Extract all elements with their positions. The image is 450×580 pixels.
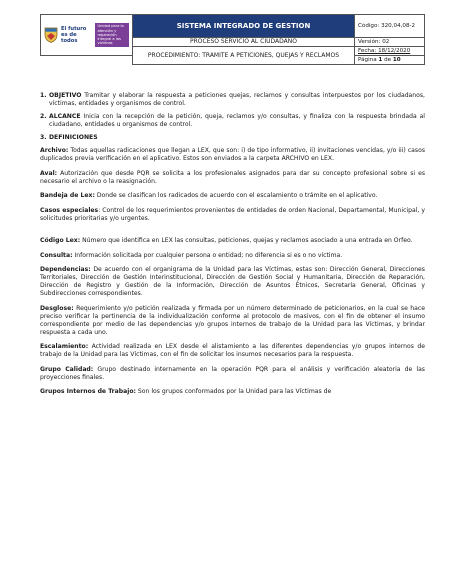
coat-of-arms-icon <box>44 27 58 43</box>
definition-term: Grupos Internos de Trabajo: <box>40 388 136 395</box>
document-code: Código: 320,04,08-2 <box>355 15 425 38</box>
section-body: Inicia con la recepción de la petición, queja, reclamos y/o consultas, y finaliza con la respuesta brindada al ciudadano, entidades u organismos de control. <box>49 113 425 128</box>
definition-text: Información solicitada por cualquier persona o entidad; no diferencia si es o no víctima. <box>72 251 343 259</box>
definition-bandeja-de-lex <box>40 192 425 200</box>
definition-consulta <box>40 252 425 260</box>
section-title: DEFINICIONES <box>49 134 98 141</box>
section-definiciones <box>40 134 425 142</box>
definition-text: De acuerdo con el organigrama de la Unidad para las Víctimas, estas son: Dirección General, Direcciones Territoriales, Dirección de Gestión Interinstitucional, Dirección de Gestión Social y Humanitaria, Dirección de Reparación, Dirección de Registro y Gestión de la Información, Dirección de Asuntos Étnicos, Secretaría General, Oficinas y Subdirecciones correspondientes. <box>40 266 425 297</box>
logo-line-1: El futuro <box>61 25 87 32</box>
page-of: de <box>382 57 393 63</box>
definition-archivo <box>40 147 425 163</box>
section-title: ALCANCE <box>49 113 81 120</box>
definition-text: Requerimiento y/o petición realizada y firmada por un número determinado de peticionarios, en la cual se hace preciso verificar la pertinencia de la individualización conforme al protocolo de masivos, con el fin de obtener el insumo correspondiente por medio de las dependencias y/o grupos internos de trabajo de la Unidad para las Víctimas, y brindar respuesta a cada uno. <box>40 304 425 336</box>
process-name: PROCESO SERVICIO AL CIUDADANO <box>133 38 355 47</box>
definition-text: Son los grupos conformados por la Unidad para las Víctimas de <box>135 388 332 395</box>
definition-term: Bandeja de Lex: <box>40 192 95 199</box>
page-number: 1 <box>378 57 383 63</box>
definition-text: Grupo destinado internamente en la operación PQR para el análisis y verificación aleatoria de las proyecciones finales. <box>40 365 425 381</box>
definition-desglose <box>40 305 425 337</box>
spacer <box>40 229 425 237</box>
document-date: Fecha: 18/12/2020 <box>355 47 425 56</box>
definition-dependencias <box>40 266 425 298</box>
page-indicator <box>355 56 425 65</box>
section-alcance <box>40 113 425 129</box>
definition-text: Autorización que desde PQR se solicita a los profesionales asignados para dar su concepto profesional sobre si es necesario el archivo o la reasignación. <box>40 169 425 185</box>
section-number: 1. <box>40 92 47 99</box>
document-version: Versión: 02 <box>355 38 425 47</box>
definition-text: Todas aquellas radicaciones que llegan a LEX, que son: i) de tipo informativo, ii) invitaciones vencidas, y/o iii) casos duplicados previa verificación en el aplicativo. Estos son enviados a la carpeta ARCHIVO en LEX. <box>40 147 425 162</box>
section-objetivo <box>40 92 425 108</box>
section-number: 2. <box>40 113 47 120</box>
logo-line-2: es de todos <box>61 31 78 44</box>
unit-tag: Unidad para la atención y reparación integral a las víctimas <box>95 23 129 46</box>
definition-term: Dependencias: <box>40 266 91 273</box>
definition-grupo-calidad <box>40 366 425 382</box>
system-title: SISTEMA INTEGRADO DE GESTION <box>133 15 355 38</box>
definition-term: Archivo: <box>40 147 69 154</box>
section-number: 3. <box>40 134 47 141</box>
definition-grupos-internos <box>40 388 425 396</box>
definition-text: Donde se clasifican los radicados de acuerdo con el escalamiento o trámite en el aplicativo. <box>94 192 378 199</box>
definition-term: Aval: <box>40 169 58 177</box>
government-logo <box>44 23 129 46</box>
document-header-table <box>40 14 425 65</box>
definition-term: Grupo Calidad: <box>40 365 94 373</box>
definition-term: Casos especiales <box>40 206 99 214</box>
page-prefix: Página <box>358 57 379 63</box>
logo-cell <box>41 15 133 56</box>
definition-escalamiento <box>40 343 425 359</box>
section-text <box>49 113 425 129</box>
definition-aval <box>40 170 425 186</box>
definition-text: : Control de los requerimientos provenientes de entidades de orden Nacional, Departamental, Municipal, y solicitudes prioritarias y/o urgentes. <box>40 206 425 222</box>
definition-codigo-lex <box>40 237 425 245</box>
page-total: 10 <box>392 57 401 63</box>
section-body: Tramitar y elaborar la respuesta a peticiones quejas, reclamos y consultas interpuestos por los ciudadanos, víctimas, entidades y organismos de control. <box>49 92 425 107</box>
logo-text <box>61 26 90 44</box>
section-text <box>49 134 425 142</box>
definition-term: Desglose: <box>40 304 74 312</box>
procedure-name: PROCEDIMIENTO: TRAMITE A PETICIONES, QUEJAS Y RECLAMOS <box>133 47 355 65</box>
section-text <box>49 92 425 108</box>
definition-term: Escalamiento: <box>40 343 89 350</box>
definition-term: Código Lex: <box>40 237 81 244</box>
definition-text: Actividad realizada en LEX desde el alistamiento a las diferentes dependencias y/o grupos internos de trabajo de la Unidad para las Víctimas, con el fin de solicitar los insumos necesarios para la respuesta. <box>40 343 425 358</box>
definition-text: Número que identifica en LEX las consultas, peticiones, quejas y reclamos asociado a una entrada en Orfeo. <box>80 237 413 244</box>
definition-term: Consulta: <box>40 251 73 259</box>
definition-casos-especiales <box>40 207 425 223</box>
document-body <box>40 92 425 403</box>
section-title: OBJETIVO <box>49 92 82 99</box>
